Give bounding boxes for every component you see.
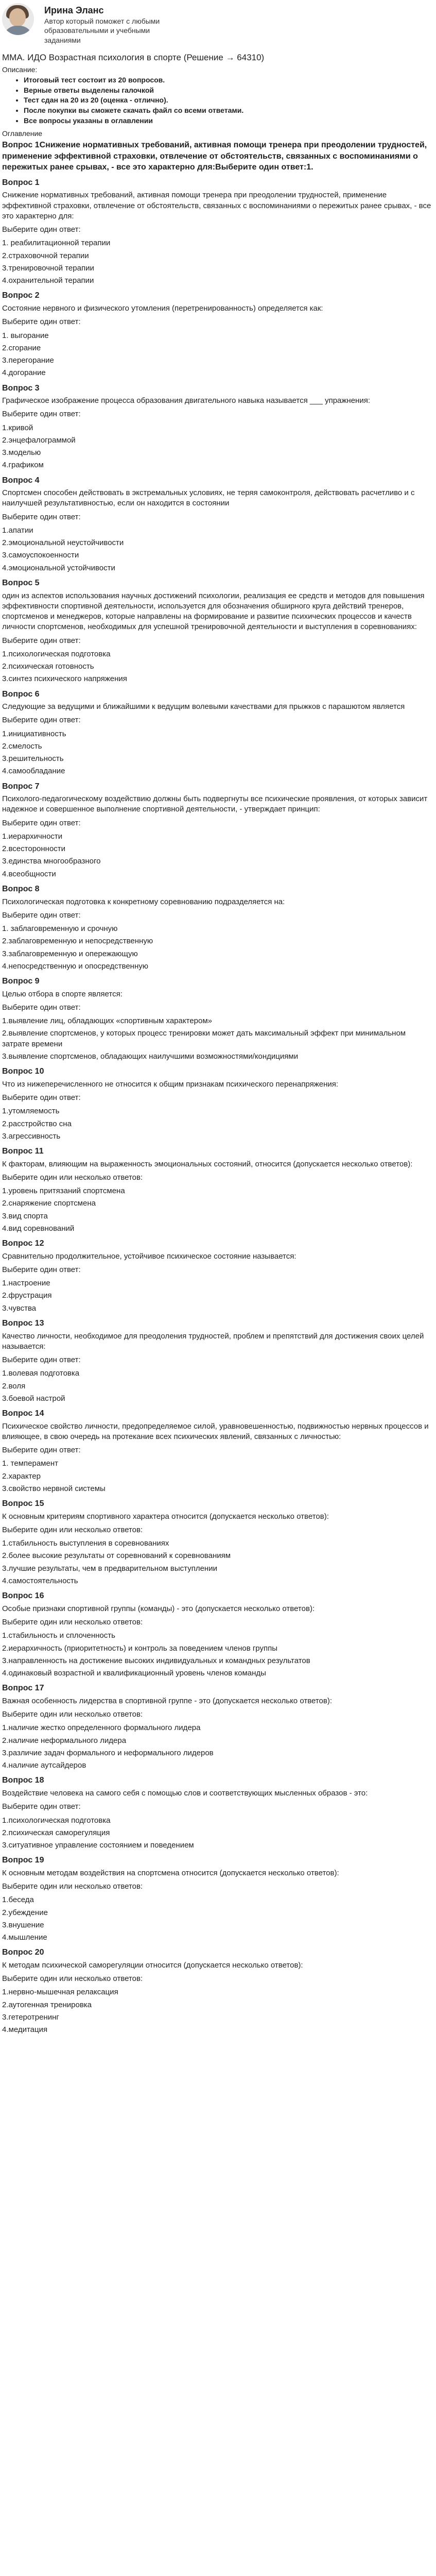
page-title: ММА. ИДО Возрастная психология в спорте (Решение → 64310) bbox=[2, 52, 265, 62]
answer-option: 1.утомляемость bbox=[2, 1107, 60, 1116]
question-block bbox=[2, 689, 434, 777]
answer-prompt: Выберите один ответ: bbox=[2, 910, 81, 920]
answer-option: 4.самостоятельность bbox=[2, 1576, 78, 1585]
answer-option: 3.агрессивность bbox=[2, 1131, 61, 1141]
question-text: Особые признаки спортивной группы (команды) - это (допускается несколько ответов): bbox=[2, 1604, 315, 1613]
question-block bbox=[2, 1066, 434, 1142]
question-list bbox=[2, 177, 434, 2036]
question-block bbox=[2, 1683, 434, 1771]
answer-option: 3.синтез психического напряжения bbox=[2, 674, 127, 684]
question-block bbox=[2, 383, 434, 471]
answer-option: 1.уровень притязаний спортсмена bbox=[2, 1187, 125, 1196]
answer-option: 1.психологическая подготовка bbox=[2, 1816, 111, 1825]
answer-option: 1. темперамент bbox=[2, 1459, 58, 1468]
answer-option: 1.апатии bbox=[2, 526, 33, 535]
question-title: Вопрос 7 bbox=[2, 782, 40, 791]
answer-option: 2.психическая саморегуляция bbox=[2, 1828, 110, 1837]
feature-item: • Итоговый тест состоит из 20 вопросов. bbox=[24, 75, 434, 85]
answer-option: 1.нервно-мышечная релаксация bbox=[2, 1988, 118, 1997]
author-avatar[interactable] bbox=[2, 3, 34, 35]
answer-prompt: Выберите один ответ: bbox=[2, 225, 81, 234]
answer-option: 2.иерархичность (приоритетность) и контроль за поведением членов группы bbox=[2, 1643, 278, 1653]
question-text: К основным методам воздействия на спортсмена относится (допускается несколько ответов): bbox=[2, 1868, 339, 1877]
answer-option: 2.снаряжение спортсмена bbox=[2, 1199, 96, 1208]
answer-option: 4.наличие аутсайдеров bbox=[2, 1761, 86, 1770]
answer-option: 2.энцефалограммой bbox=[2, 435, 76, 445]
question-title: Вопрос 12 bbox=[2, 1239, 44, 1248]
answer-prompt: Выберите один или несколько ответов: bbox=[2, 1173, 143, 1182]
answer-option: 1. выгорание bbox=[2, 331, 49, 340]
question-title: Вопрос 16 bbox=[2, 1591, 44, 1601]
question-text: Психическое свойство личности, предопределяемое силой, уравновешенностью, подвижностью нервных процессов и влияющее, в свою очередь на протекание всех психических явлений, связанных с личностью: bbox=[2, 1421, 429, 1441]
answer-prompt: Выберите один ответ: bbox=[2, 1802, 81, 1811]
feature-list bbox=[2, 75, 434, 126]
question-block bbox=[2, 1590, 434, 1679]
answer-option: 4.вид соревнований bbox=[2, 1224, 75, 1233]
question-text: К методам психической саморегуляции относится (допускается несколько ответов): bbox=[2, 1960, 303, 1970]
answer-prompt: Выберите один ответ: bbox=[2, 636, 81, 645]
answer-prompt: Выберите один ответ: bbox=[2, 1093, 81, 1102]
question-title: Вопрос 15 bbox=[2, 1499, 44, 1509]
answer-option: 1. заблаговременную и срочную bbox=[2, 924, 118, 934]
question-title: Вопрос 5 bbox=[2, 578, 40, 587]
feature-item: • Верные ответы выделены галочкой bbox=[24, 86, 434, 95]
answer-option: 1.выявление лиц, обладающих «спортивным характером» bbox=[2, 1016, 212, 1026]
feature-item: • Тест сдан на 20 из 20 (оценка - отлично). bbox=[24, 95, 434, 105]
answer-option: 3.тренировочной терапии bbox=[2, 263, 94, 273]
question-text: Воздействие человека на самого себя с помощью слов и соответствующих мысленных образов - это: bbox=[2, 1789, 368, 1798]
question-text: Графическое изображение процесса образования двигательного навыка называется ___ упражнения: bbox=[2, 396, 370, 405]
question-block bbox=[2, 1947, 434, 2035]
answer-option: 3.ситуативное управление состоянием и поведением bbox=[2, 1841, 194, 1850]
answer-prompt: Выберите один или несколько ответов: bbox=[2, 1974, 143, 1984]
answer-option: 1.кривой bbox=[2, 423, 33, 432]
author-info bbox=[44, 3, 178, 45]
question-block bbox=[2, 578, 434, 685]
question-block bbox=[2, 884, 434, 972]
answer-option: 4.медитация bbox=[2, 2025, 48, 2035]
question-title: Вопрос 17 bbox=[2, 1684, 44, 1693]
answer-option: 4.эмоциональной устойчивости bbox=[2, 563, 115, 572]
answer-option: 1.психологическая подготовка bbox=[2, 649, 111, 658]
question-title: Вопрос 20 bbox=[2, 1948, 44, 1957]
answer-option: 2.всесторонности bbox=[2, 844, 66, 854]
author-name[interactable]: Ирина Эланс bbox=[44, 5, 104, 15]
question-block bbox=[2, 781, 434, 879]
answer-option: 2.воля bbox=[2, 1381, 26, 1391]
answer-option: 2.выявление спортсменов, у которых процесс тренировки может дать максимальный эффект при минимальном затрате времени bbox=[2, 1029, 406, 1048]
answer-option: 2.характер bbox=[2, 1471, 41, 1481]
question-block bbox=[2, 1855, 434, 1943]
question-title: Вопрос 18 bbox=[2, 1776, 44, 1785]
question-text: Психологическая подготовка к конкретному соревнованию подразделяется на: bbox=[2, 897, 285, 906]
question-title: Вопрос 14 bbox=[2, 1409, 44, 1418]
toc-intro: Вопрос 1Снижение нормативных требований, активная помощи тренера при преодолении трудностей, применение эффективной страховки, отвлечение от обстоятельств, связанных с воспоминаниями о пережитых ранее срывах, - все это характерно для:Выберите один ответ:1. bbox=[2, 141, 427, 172]
question-text: К факторам, влияющим на выраженность эмоциональных состояний, относится (допускается несколько ответов): bbox=[2, 1159, 413, 1168]
question-text: Что из нижеперечисленного не относится к общим признакам психического перенапряжения: bbox=[2, 1079, 339, 1089]
question-block bbox=[2, 976, 434, 1062]
question-title: Вопрос 4 bbox=[2, 476, 40, 485]
question-title: Вопрос 2 bbox=[2, 291, 40, 300]
answer-option: 4.графиком bbox=[2, 461, 44, 470]
question-title: Вопрос 1 bbox=[2, 178, 40, 187]
answer-option: 1.стабильность выступления в соревнованиях bbox=[2, 1539, 169, 1548]
answer-option: 3.боевой настрой bbox=[2, 1394, 65, 1403]
question-text: Сравнительно продолжительное, устойчивое психическое состояние называется: bbox=[2, 1251, 297, 1261]
question-title: Вопрос 9 bbox=[2, 977, 40, 986]
answer-option: 2.психическая готовность bbox=[2, 662, 94, 671]
question-block bbox=[2, 1146, 434, 1234]
answer-option: 1.иерархичности bbox=[2, 832, 63, 841]
description-label: Описание: bbox=[2, 65, 38, 74]
question-title: Вопрос 3 bbox=[2, 383, 40, 393]
question-block bbox=[2, 1238, 434, 1314]
question-text: Психолого-педагогическому воздействию должны быть подвергнуты все психические проявления, от которых зависит надежное и совершенное выполнение спортивной деятельности, - утверждает принцип: bbox=[2, 794, 428, 814]
answer-prompt: Выберите один ответ: bbox=[2, 1355, 81, 1365]
author-header bbox=[2, 0, 434, 48]
answer-option: 1.инициативность bbox=[2, 729, 66, 738]
question-text: Снижение нормативных требований, активная помощи тренера при преодолении трудностей, применение эффективной страховки, отвлечение от обстоятельств, связанных с воспоминаниями о пережитых ранее срывах, - все это характерно для: bbox=[2, 191, 431, 221]
answer-prompt: Выберите один ответ: bbox=[2, 818, 81, 827]
question-title: Вопрос 13 bbox=[2, 1318, 44, 1328]
answer-option: 3.внушение bbox=[2, 1920, 44, 1929]
answer-option: 3.единства многообразного bbox=[2, 857, 101, 866]
answer-option: 3.чувства bbox=[2, 1303, 37, 1313]
answer-prompt: Выберите один или несколько ответов: bbox=[2, 1882, 143, 1891]
answer-option: 4.мышление bbox=[2, 1933, 47, 1942]
answer-option: 3.гетеротренинг bbox=[2, 2012, 59, 2022]
question-text: Состояние нервного и физического утомления (перетренированность) определяется как: bbox=[2, 304, 323, 313]
question-block bbox=[2, 177, 434, 286]
question-text: один из аспектов использования научных достижений психологии, реализация ее средств и методов для повышения эффективности спортивной деятельности, используется для обозначения обширного круга действий тренеров, спортсменов и менеджеров, которые направлены на формирование и развитие психических процессов и качеств личности спортсменов, необходимых для успешной тренировочной деятельности и выступления в соревнованиях: bbox=[2, 591, 425, 632]
answer-option: 2.расстройство сна bbox=[2, 1119, 72, 1128]
question-text: К основным критериям спортивного характера относится (допускается несколько ответов): bbox=[2, 1512, 329, 1521]
question-block bbox=[2, 290, 434, 378]
answer-option: 4.одинаковый возрастной и квалификационный уровень членов команды bbox=[2, 1669, 266, 1678]
question-title: Вопрос 19 bbox=[2, 1856, 44, 1865]
question-title: Вопрос 6 bbox=[2, 689, 40, 699]
answer-option: 3.решительность bbox=[2, 754, 64, 764]
author-description: Автор который поможет с любыми образовательными и учебными заданиями bbox=[44, 17, 160, 44]
feature-item: • После покупки вы сможете скачать файл со всеми ответами. bbox=[24, 106, 434, 115]
answer-prompt: Выберите один ответ: bbox=[2, 716, 81, 725]
answer-option: 2.убеждение bbox=[2, 1908, 48, 1917]
answer-option: 2.фрустрация bbox=[2, 1291, 52, 1300]
answer-option: 2.более высокие результаты от соревнований к соревнованиям bbox=[2, 1551, 231, 1561]
answer-prompt: Выберите один или несколько ответов: bbox=[2, 1525, 143, 1534]
answer-option: 1.настроение bbox=[2, 1279, 50, 1288]
question-title: Вопрос 11 bbox=[2, 1147, 44, 1156]
question-text: Следующие за ведущими и ближайшими к ведущим волевыми качествами для прыжков с парашютом является bbox=[2, 702, 405, 711]
answer-option: 4.догорание bbox=[2, 368, 46, 378]
answer-prompt: Выберите один или несколько ответов: bbox=[2, 1710, 143, 1719]
answer-prompt: Выберите один ответ: bbox=[2, 1265, 81, 1274]
question-text: Спортсмен способен действовать в экстремальных условиях, не теряя самоконтроля, действовать расчетливо и с наилучшей результативностью, если он находится в состоянии bbox=[2, 488, 415, 508]
answer-option: 3.моделью bbox=[2, 448, 41, 457]
answer-option: 4.самообладание bbox=[2, 767, 65, 776]
answer-option: 1.беседа bbox=[2, 1895, 34, 1905]
answer-option: 3.перегорание bbox=[2, 356, 54, 365]
answer-option: 2.наличие неформального лидера bbox=[2, 1736, 127, 1745]
question-block bbox=[2, 1775, 434, 1851]
answer-option: 3.заблаговременную и опережающую bbox=[2, 949, 138, 958]
question-block bbox=[2, 1498, 434, 1586]
answer-option: 3.лучшие результаты, чем в предварительном выступлении bbox=[2, 1564, 217, 1573]
answer-option: 3.самоуспокоенности bbox=[2, 551, 79, 560]
answer-prompt: Выберите один ответ: bbox=[2, 1446, 81, 1455]
answer-option: 1. реабилитационной терапии bbox=[2, 239, 111, 248]
answer-option: 3.различие задач формального и неформального лидеров bbox=[2, 1748, 214, 1757]
question-text: Качество личности, необходимое для преодоления трудностей, проблем и препятствий для достижения своих целей называется: bbox=[2, 1331, 424, 1351]
answer-option: 1.наличие жестко определенного формального лидера bbox=[2, 1723, 201, 1733]
question-text: Важная особенность лидерства в спортивной группе - это (допускается несколько ответов): bbox=[2, 1696, 333, 1705]
answer-option: 3.свойство нервной системы bbox=[2, 1484, 106, 1493]
answer-option: 2.сгорание bbox=[2, 343, 41, 352]
question-block bbox=[2, 1408, 434, 1494]
answer-option: 4.непосредственную и опосредственную bbox=[2, 961, 148, 971]
question-title: Вопрос 10 bbox=[2, 1067, 44, 1076]
answer-prompt: Выберите один или несколько ответов: bbox=[2, 1618, 143, 1627]
answer-option: 2.аутогенная тренировка bbox=[2, 2000, 92, 2009]
question-text: Целью отбора в спорте является: bbox=[2, 989, 123, 998]
answer-option: 3.вид спорта bbox=[2, 1211, 48, 1221]
answer-option: 1.волевая подготовка bbox=[2, 1369, 80, 1378]
answer-option: 2.смелость bbox=[2, 741, 42, 751]
answer-option: 4.всеобщности bbox=[2, 869, 56, 878]
answer-prompt: Выберите один ответ: bbox=[2, 1003, 81, 1012]
feature-item: • Все вопросы указаны в оглавлении bbox=[24, 116, 434, 126]
answer-prompt: Выберите один ответ: bbox=[2, 410, 81, 419]
answer-prompt: Выберите один ответ: bbox=[2, 317, 81, 327]
answer-option: 4.охранительной терапии bbox=[2, 276, 94, 285]
answer-option: 3.направленность на достижение высоких индивидуальных и командных результатов bbox=[2, 1656, 310, 1665]
question-title: Вопрос 8 bbox=[2, 884, 40, 893]
question-block bbox=[2, 475, 434, 573]
answer-prompt: Выберите один ответ: bbox=[2, 512, 81, 521]
toc-label: Оглавление bbox=[2, 129, 43, 138]
answer-option: 2.эмоциональной неустойчивости bbox=[2, 538, 124, 548]
answer-option: 1.стабильность и сплоченность bbox=[2, 1631, 115, 1640]
answer-option: 2.страховочной терапии bbox=[2, 251, 89, 260]
answer-option: 3.выявление спортсменов, обладающих наилучшими возможностями/кондициями bbox=[2, 1052, 299, 1061]
answer-option: 2.заблаговременную и непосредственную bbox=[2, 937, 153, 946]
question-block bbox=[2, 1318, 434, 1404]
